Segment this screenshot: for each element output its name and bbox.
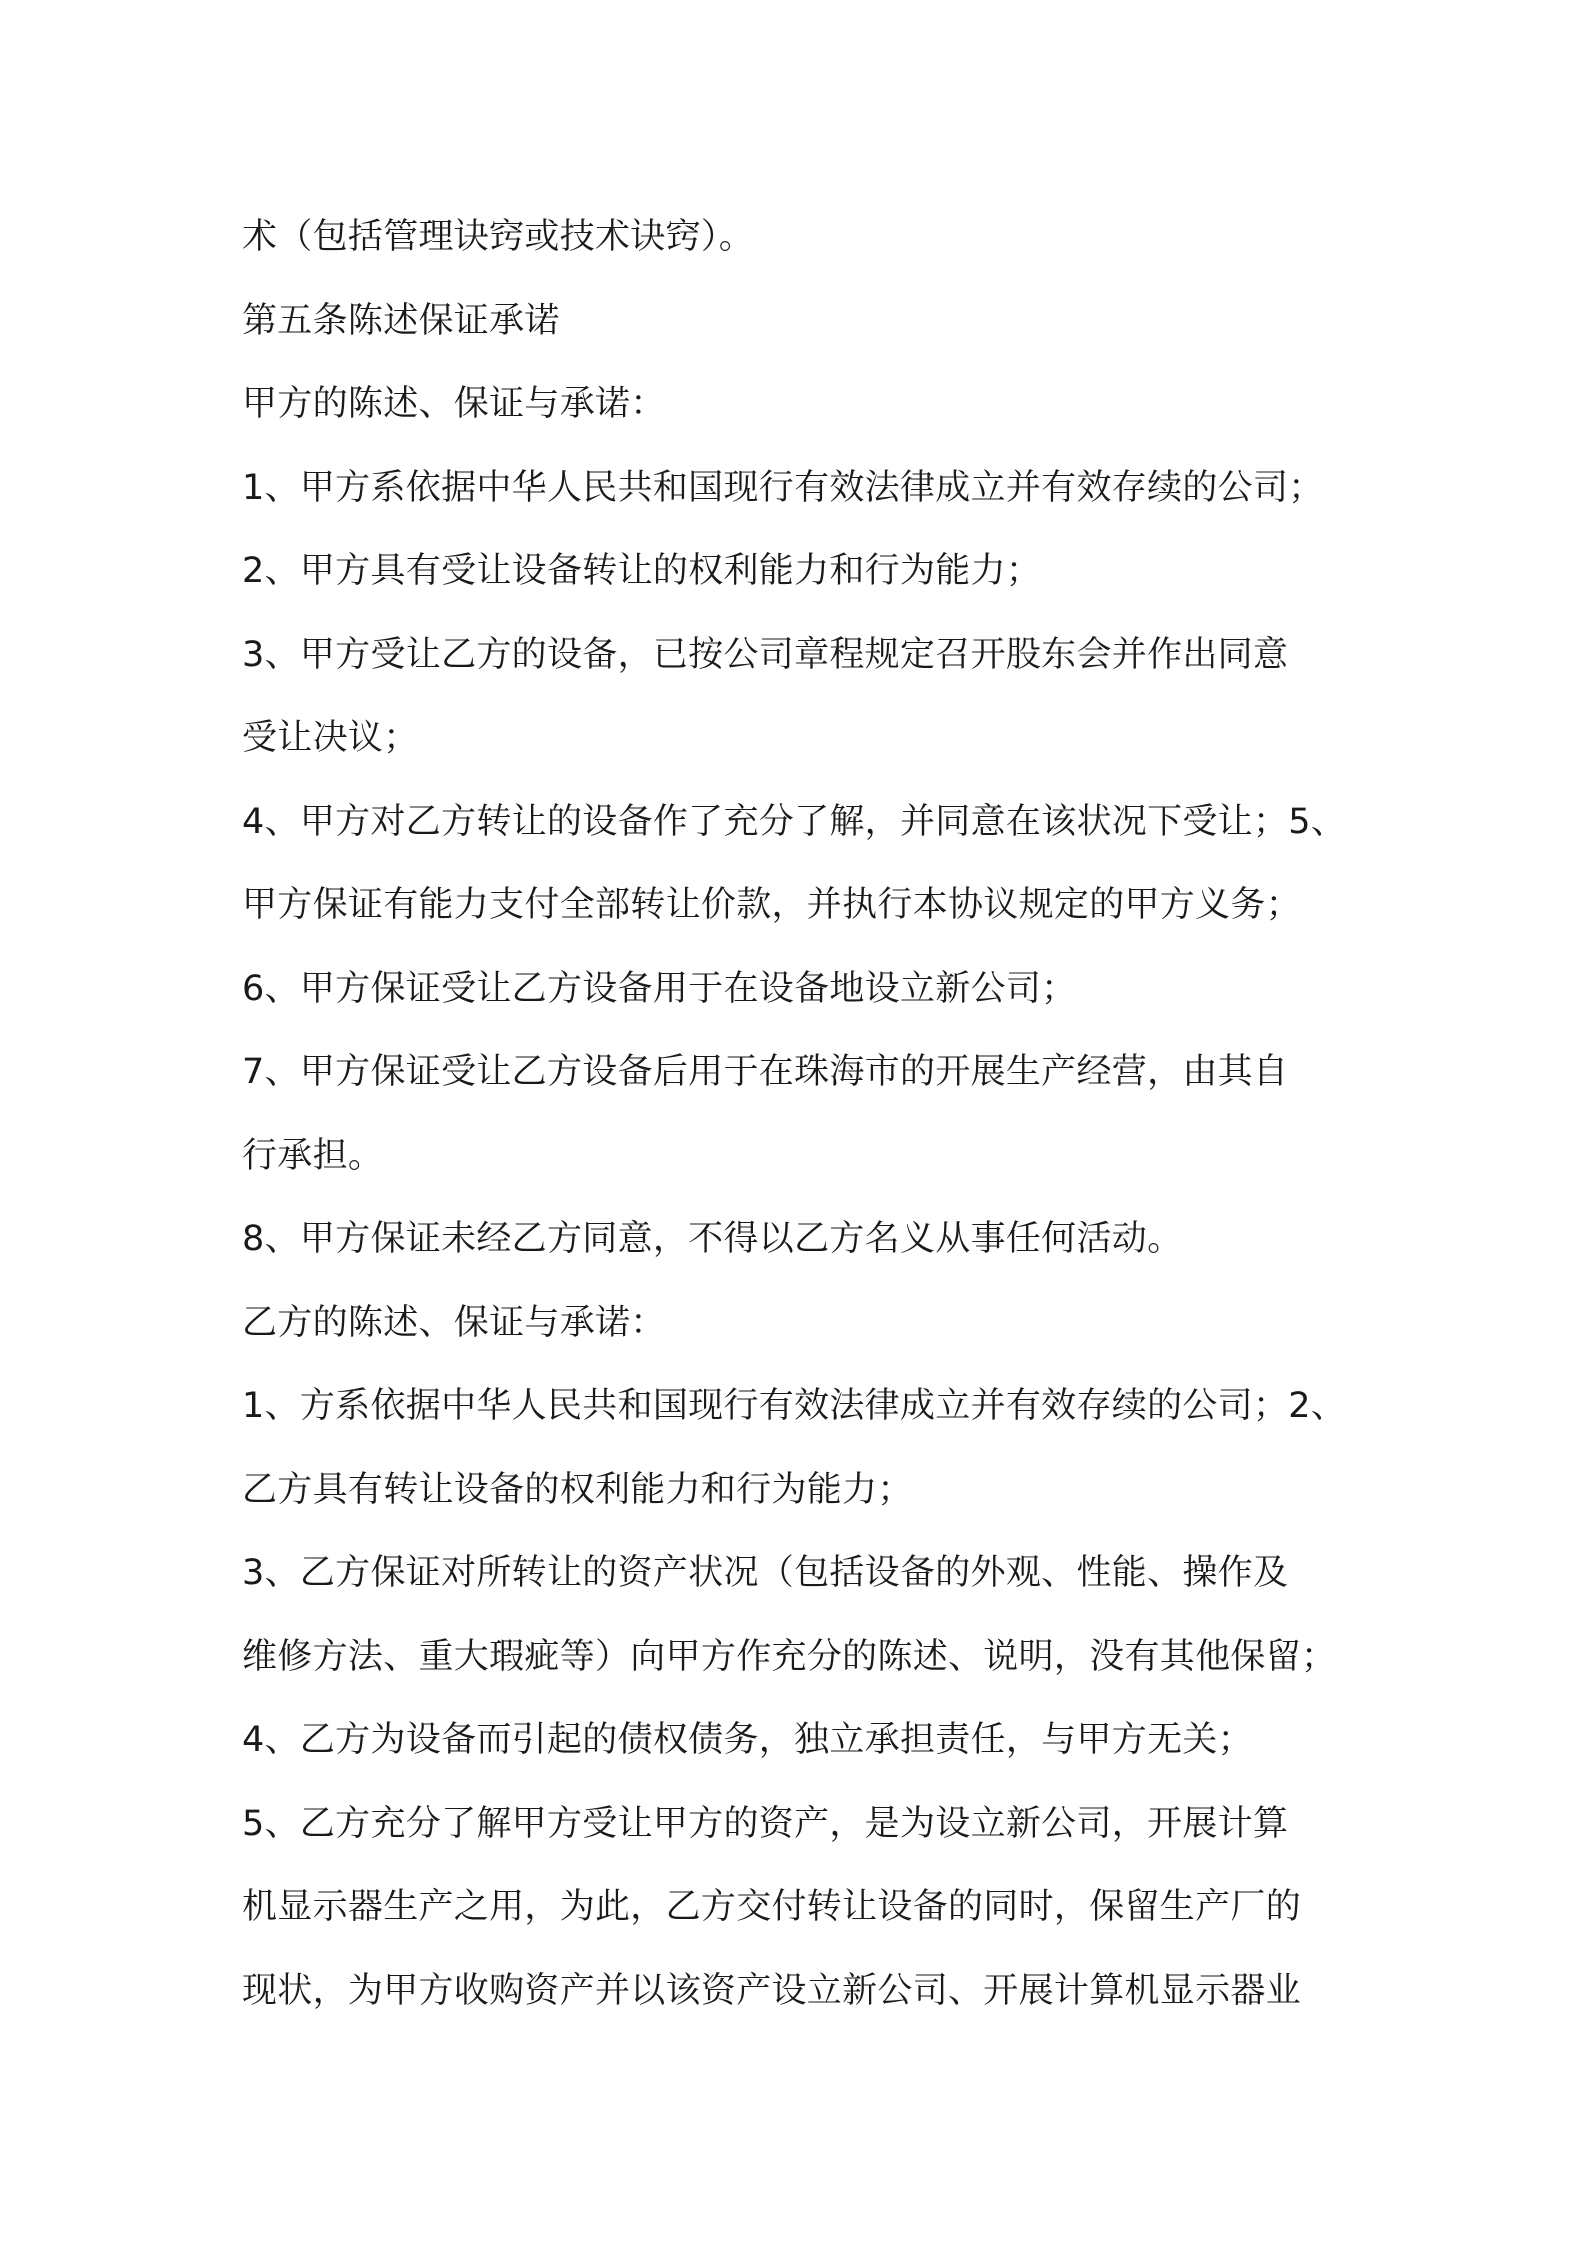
text-line: 7、甲方保证受让乙方设备后用于在珠海市的开展生产经营，由其自 — [242, 1052, 1289, 1092]
text-line: 4、甲方对乙方转让的设备作了充分了解，并同意在该状况下受让；5、 — [242, 801, 1347, 842]
text-line: 行承担。 — [242, 1135, 384, 1176]
text-line: 3、乙方保证对所转让的资产状况（包括设备的外观、性能、操作及 — [242, 1553, 1289, 1593]
text-line: 4、乙方为设备而引起的债权债务，独立承担责任，与甲方无关； — [242, 1720, 1253, 1760]
party-b-heading: 乙方的陈述、保证与承诺： — [242, 1302, 666, 1343]
text-line: 现状，为甲方收购资产并以该资产设立新公司、开展计算机显示器业 — [242, 1970, 1302, 2011]
section-heading: 第五条陈述保证承诺 — [242, 300, 560, 341]
text-line: 1、方系依据中华人民共和国现行有效法律成立并有效存续的公司；2、 — [242, 1386, 1347, 1426]
text-line: 6、甲方保证受让乙方设备用于在设备地设立新公司； — [242, 968, 1077, 1009]
text-line: 乙方具有转让设备的权利能力和行为能力； — [242, 1469, 913, 1510]
text-line: 8、甲方保证未经乙方同意，不得以乙方名义从事任何活动。 — [242, 1219, 1183, 1259]
text-line: 2、甲方具有受让设备转让的权利能力和行为能力； — [242, 551, 1042, 591]
text-line: 受让决议； — [242, 718, 419, 758]
text-line: 甲方保证有能力支付全部转让价款，并执行本协议规定的甲方义务； — [242, 885, 1302, 925]
text-line: 1、甲方系依据中华人民共和国现行有效法律成立并有效存续的公司； — [242, 467, 1324, 508]
document-body — [242, 196, 1372, 2033]
text-line: 3、甲方受让乙方的设备，已按公司章程规定召开股东会并作出同意 — [242, 634, 1289, 675]
text-line: 维修方法、重大瑕疵等）向甲方作充分的陈述、说明，没有其他保留； — [242, 1636, 1337, 1677]
text-line: 机显示器生产之用，为此，乙方交付转让设备的同时，保留生产厂的 — [242, 1887, 1302, 1927]
text-line: 5、乙方充分了解甲方受让甲方的资产，是为设立新公司，开展计算 — [242, 1803, 1289, 1844]
text-line: 术（包括管理诀窍或技术诀窍）。 — [242, 217, 755, 257]
party-a-heading: 甲方的陈述、保证与承诺： — [242, 384, 666, 424]
